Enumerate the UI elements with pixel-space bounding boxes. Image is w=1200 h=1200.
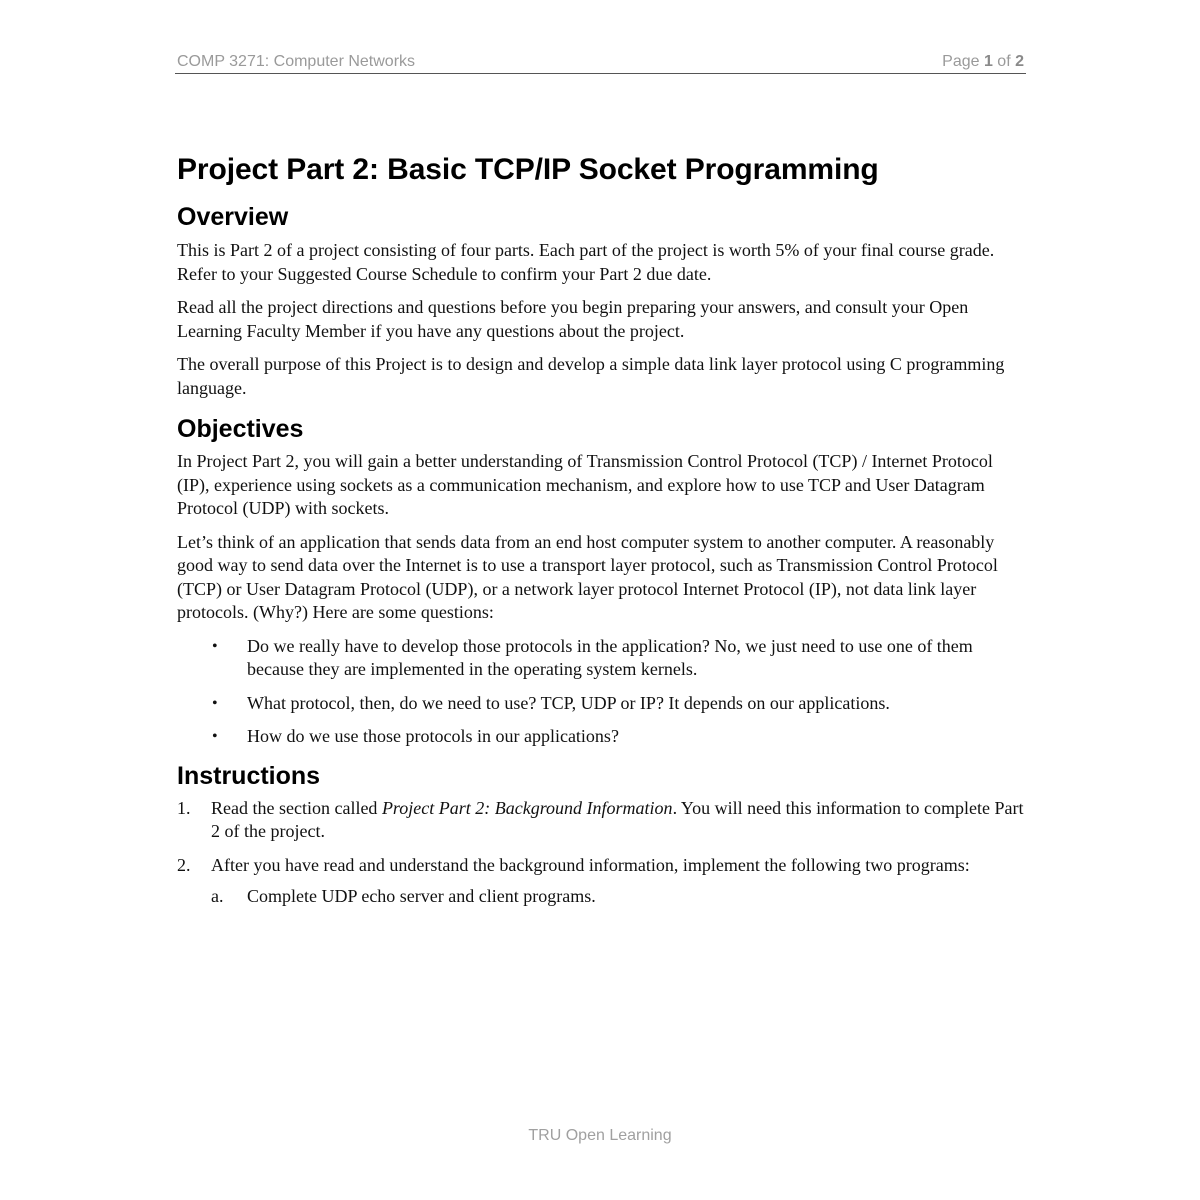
background-info-reference: Project Part 2: Background Information — [381, 797, 673, 818]
list-item: • Do we really have to develop those protocols in the application? No, we just need to use one of them because they are implemented in the operating system kernels. — [212, 635, 973, 679]
section-heading-instructions: Instructions — [177, 761, 321, 790]
current-page: 1 — [983, 53, 993, 70]
bullet-icon: • — [212, 694, 218, 712]
overview-paragraph: This is Part 2 of a project consisting of four parts. Each part of the project is worth 5% of your final course grade. Refer to your Suggested Course Schedule to confirm your Part 2 due date. — [177, 240, 995, 284]
objectives-paragraph: In Project Part 2, you will gain a better understanding of Transmission Control Protocol (TCP) / Internet Protocol (IP), experience using sockets as a communication mechanism, and explore how to use TCP and User Datagram Protocol (UDP) with sockets. — [177, 451, 993, 518]
page-number: Page 1 of 2 — [942, 53, 1024, 70]
questions-list — [177, 635, 1027, 749]
course-title: COMP 3271: Computer Networks — [177, 53, 416, 70]
instruction-step: 1. Read the section called Project Part 2: Background Information. You will need this information to complete Part 2 of the project. — [177, 797, 1024, 841]
instruction-step: 2. After you have read and understand the background information, implement the following two programs: a. Complete UDP echo server and client programs. — [177, 854, 1027, 909]
overview-paragraph: The overall purpose of this Project is to design and develop a simple data link layer protocol using C programming language. — [177, 354, 1005, 398]
step-number: 1. — [177, 797, 191, 818]
section-heading-objectives: Objectives — [177, 415, 304, 443]
document-body — [177, 150, 1027, 919]
total-pages: 2 — [1015, 53, 1024, 70]
sub-step: a. Complete UDP echo server and client programs. — [211, 885, 1027, 909]
section-heading-overview: Overview — [177, 203, 289, 231]
list-item: • What protocol, then, do we need to use? TCP, UDP or IP? It depends on our applications. — [177, 692, 1027, 716]
objectives-paragraph: Let’s think of an application that sends data from an end host computer system to another computer. A reasonably good way to send data over the Internet is to use a transport layer protocol, such as Transmission Control Protocol (TCP) or User Datagram Protocol (UDP), or a network layer protocol Internet Protocol (IP), not data link layer protocols. (Why?) Here are some questions: — [177, 531, 998, 622]
list-item: • How do we use those protocols in our applications? — [177, 725, 1027, 749]
sub-step-letter: a. — [211, 886, 224, 906]
step-number: 2. — [177, 854, 191, 875]
page-footer: TRU Open Learning — [528, 1127, 672, 1144]
sub-steps-list — [211, 885, 1027, 909]
overview-paragraph: Read all the project directions and questions before you begin preparing your answers, and consult your Open Learning Faculty Member if you have any questions about the project. — [177, 297, 969, 341]
bullet-icon: • — [212, 728, 218, 745]
instructions-list — [177, 797, 1027, 909]
bullet-icon: • — [212, 637, 218, 655]
page-header — [175, 53, 1026, 74]
document-title: Project Part 2: Basic TCP/IP Socket Programming — [177, 153, 879, 186]
